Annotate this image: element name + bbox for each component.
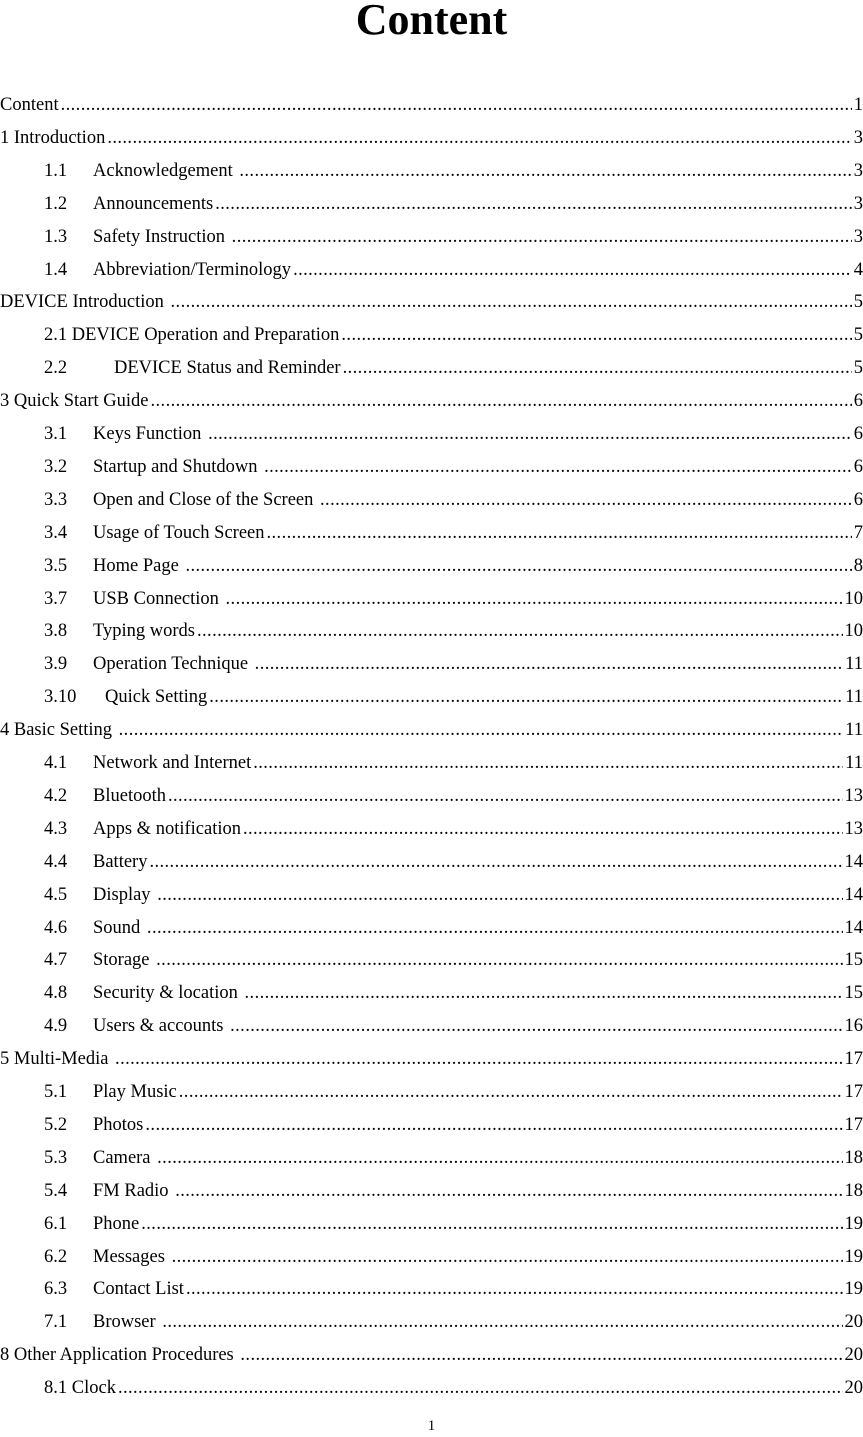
toc-entry-number: 4.7 (44, 950, 68, 971)
toc-entry-page: 3 (853, 127, 863, 148)
toc-entry-number: 1.1 (44, 160, 68, 181)
toc-entry[interactable] (44, 255, 863, 285)
toc-entry[interactable] (44, 1077, 863, 1107)
toc-dot-leader (185, 551, 851, 581)
toc-entry-page: 20 (844, 1378, 863, 1399)
toc-entry-number: 5.4 (44, 1180, 68, 1201)
page-number: 1 (427, 1418, 436, 1434)
toc-entry-number: 3.2 (44, 456, 68, 477)
toc-dot-leader (255, 649, 844, 679)
toc-entry-page: 3 (853, 160, 863, 181)
toc-entry-page: 13 (844, 818, 863, 839)
toc-dot-leader (172, 1242, 843, 1272)
toc-entry-number: 3.7 (44, 588, 68, 609)
toc-dot-leader (230, 1011, 842, 1041)
toc-entry-number: 4.8 (44, 983, 68, 1004)
toc-entry-page: 20 (844, 1312, 863, 1333)
toc-entry[interactable] (44, 1307, 863, 1337)
toc-dot-leader (243, 814, 843, 844)
toc-entry-number: 4.9 (44, 1016, 68, 1037)
toc-entry[interactable] (44, 452, 863, 482)
toc-dot-leader (157, 880, 842, 910)
toc-entry-page: 8 (853, 555, 863, 576)
toc-dot-leader (149, 847, 842, 877)
toc-entry-number: 3.5 (44, 555, 68, 576)
toc-entry-title: Photos (93, 1114, 144, 1135)
toc-dot-leader (115, 1044, 842, 1074)
toc-entry-title: Messages (93, 1246, 170, 1267)
toc-entry-number: 4.3 (44, 818, 68, 839)
toc-dot-leader (215, 189, 852, 219)
toc-entry[interactable] (44, 189, 863, 219)
toc-entry-title: Content (0, 95, 59, 115)
toc-dot-leader (186, 1274, 843, 1304)
toc-entry-number: 1.2 (44, 193, 68, 214)
toc-entry-title: DEVICE Introduction (0, 292, 169, 313)
toc-entry[interactable] (44, 1373, 863, 1403)
toc-entry-number: 4.1 (44, 753, 68, 773)
toc-entry-page: 15 (844, 983, 863, 1004)
toc-entry[interactable] (44, 814, 863, 844)
toc-dot-leader (343, 353, 852, 383)
toc-entry[interactable] (44, 584, 863, 614)
toc-entry-page: 17 (844, 1049, 863, 1070)
toc-entry-number: 3.3 (44, 489, 68, 510)
toc-entry-title: Abbreviation/Terminology (93, 259, 292, 280)
toc-dot-leader (107, 123, 851, 153)
toc-dot-leader (61, 90, 852, 120)
toc-entry[interactable] (44, 518, 863, 548)
toc-entry-page: 6 (853, 489, 863, 510)
toc-entry-title: Users & accounts (93, 1016, 229, 1037)
toc-entry-number: 3.4 (44, 522, 68, 543)
toc-dot-leader (171, 287, 852, 317)
toc-entry[interactable] (0, 715, 863, 745)
toc-entry[interactable] (44, 353, 863, 383)
toc-dot-leader (208, 419, 852, 449)
toc-entry-title: Home Page (93, 555, 184, 576)
toc-entry-title: Network and Internet (93, 753, 252, 773)
toc-entry-number: 4.6 (44, 917, 68, 938)
toc-entry-title: 8.1 Clock (44, 1378, 116, 1399)
toc-entry-title: DEVICE Status and Reminder (114, 358, 341, 379)
toc-entry-number: 3.9 (44, 654, 68, 675)
toc-entry[interactable] (44, 781, 863, 811)
toc-entry-number: 7.1 (44, 1312, 68, 1333)
toc-dot-leader (239, 156, 851, 186)
toc-entry[interactable] (44, 682, 863, 712)
toc-entry-number: 3.8 (44, 621, 68, 642)
toc-entry-title: FM Radio (93, 1180, 174, 1201)
toc-entry-title: Open and Close of the Screen (93, 489, 319, 510)
toc-dot-leader (145, 1110, 842, 1140)
toc-entry-title: Startup and Shutdown (93, 456, 263, 477)
toc-entry[interactable] (44, 1209, 863, 1239)
toc-entry-number: 2.2 (44, 358, 68, 379)
toc-dot-leader (232, 222, 852, 252)
toc-entry-title: 4 Basic Setting (0, 720, 117, 741)
toc-entry[interactable] (44, 945, 863, 975)
toc-dot-leader (118, 1373, 843, 1403)
toc-entry-page: 6 (853, 391, 863, 412)
toc-entry-title: Browser (93, 1312, 161, 1333)
toc-entry[interactable] (44, 1110, 863, 1140)
toc-dot-leader (162, 1307, 842, 1337)
toc-dot-leader (157, 1143, 842, 1173)
toc-entry-page: 10 (844, 588, 863, 609)
toc-entry-page: 18 (844, 1147, 863, 1168)
toc-entry[interactable] (44, 1274, 863, 1304)
toc-entry-title: Battery (93, 851, 148, 872)
toc-dot-leader (197, 616, 843, 646)
toc-entry-number: 5.1 (44, 1082, 68, 1102)
toc-entry-page: 14 (844, 917, 863, 938)
toc-entry-page: 18 (844, 1180, 863, 1201)
toc-entry[interactable] (44, 978, 863, 1008)
toc-entry-title: Usage of Touch Screen (93, 522, 265, 543)
toc-entry[interactable] (44, 1242, 863, 1272)
toc-entry-number: 4.2 (44, 785, 68, 806)
toc-entry[interactable] (0, 1340, 863, 1370)
toc-entry[interactable] (44, 222, 863, 252)
toc-entry-number: 3.1 (44, 424, 68, 444)
toc-entry-page: 14 (844, 851, 863, 872)
toc-dot-leader (147, 913, 843, 943)
toc-entry[interactable] (44, 748, 863, 778)
toc-entry-number: 5.3 (44, 1147, 68, 1168)
toc-entry[interactable] (44, 880, 863, 910)
toc-entry-title: 2.1 DEVICE Operation and Preparation (44, 325, 340, 346)
toc-entry-title: 3 Quick Start Guide (0, 391, 149, 412)
toc-entry-title: Keys Function (93, 424, 207, 444)
toc-entry-title: Storage (93, 950, 155, 971)
toc-dot-leader (245, 978, 843, 1008)
toc-entry-page: 11 (845, 720, 863, 741)
toc-entry[interactable] (44, 485, 863, 515)
toc-entry-number: 6.1 (44, 1213, 68, 1234)
toc-entry-title: USB Connection (93, 588, 224, 609)
toc-entry-page: 3 (853, 226, 863, 247)
toc-entry-page: 15 (844, 950, 863, 971)
toc-dot-leader (151, 386, 852, 416)
toc-entry-number: 3.10 (44, 687, 77, 708)
toc-entry-title: 1 Introduction (0, 127, 106, 148)
toc-dot-leader (156, 945, 842, 975)
toc-entry[interactable] (44, 913, 863, 943)
toc-entry-number: 5.2 (44, 1114, 68, 1135)
toc-entry-title: 5 Multi-Media (0, 1049, 114, 1070)
toc-entry[interactable] (44, 156, 863, 186)
toc-dot-leader (264, 452, 852, 482)
toc-entry-page: 11 (845, 654, 863, 675)
toc-entry-title: Bluetooth (93, 785, 166, 806)
toc-entry-page: 6 (853, 424, 863, 444)
toc-entry-page: 6 (853, 456, 863, 477)
toc-entry[interactable] (44, 1176, 863, 1206)
toc-entry-page: 13 (844, 785, 863, 806)
toc-entry[interactable] (0, 123, 863, 153)
toc-dot-leader (293, 255, 852, 285)
toc-dot-leader (226, 584, 843, 614)
toc-entry-page: 5 (853, 325, 863, 346)
toc-entry-title: Phone (93, 1213, 140, 1234)
toc-entry[interactable] (0, 90, 863, 120)
toc-dot-leader (320, 485, 852, 515)
toc-entry-page: 5 (853, 358, 863, 379)
page-title: Content (355, 0, 508, 44)
toc-dot-leader (179, 1077, 843, 1107)
toc-entry-title: Contact List (93, 1279, 184, 1300)
toc-dot-leader (253, 748, 843, 778)
toc-entry-page: 19 (844, 1213, 863, 1234)
toc-dot-leader (267, 518, 852, 548)
toc-entry-title: Quick Setting (105, 687, 208, 708)
toc-entry[interactable] (44, 320, 863, 350)
toc-entry-page: 3 (853, 193, 863, 214)
toc-entry-page: 4 (853, 259, 863, 280)
toc-entry-title: Safety Instruction (93, 226, 230, 247)
toc-entry-number: 1.3 (44, 226, 68, 247)
toc-entry-number: 1.4 (44, 259, 68, 280)
toc-entry-page: 20 (844, 1345, 863, 1366)
toc-entry-page: 19 (844, 1246, 863, 1267)
toc-entry-page: 11 (845, 753, 863, 773)
toc-entry[interactable] (44, 551, 863, 581)
toc-entry-page: 17 (844, 1114, 863, 1135)
toc-entry-title: Apps & notification (93, 818, 241, 839)
toc-entry-title: Operation Technique (93, 654, 253, 675)
toc-entry-page: 11 (845, 687, 863, 708)
toc-entry-title: Play Music (93, 1082, 177, 1102)
toc-dot-leader (168, 781, 843, 811)
toc-entry[interactable] (44, 847, 863, 877)
toc-entry-number: 6.2 (44, 1246, 68, 1267)
toc-entry-page: 10 (844, 621, 863, 642)
toc-entry-title: Sound (93, 917, 145, 938)
toc-entry-title: Typing words (93, 621, 195, 642)
toc-entry-number: 4.5 (44, 884, 68, 905)
toc-dot-leader (209, 682, 843, 712)
toc-entry[interactable] (44, 616, 863, 646)
toc-entry[interactable] (44, 419, 863, 449)
toc-entry-page: 16 (844, 1016, 863, 1037)
toc-entry-title: Announcements (93, 193, 214, 214)
toc-entry[interactable] (44, 1011, 863, 1041)
toc-entry-page: 14 (844, 884, 863, 905)
toc-entry-title: Display (93, 884, 156, 905)
toc-entry-title: Acknowledgement (93, 160, 238, 181)
toc-entry-page: 17 (844, 1082, 863, 1102)
toc-dot-leader (141, 1209, 842, 1239)
toc-entry-title: Security & location (93, 983, 243, 1004)
toc-entry-number: 4.4 (44, 851, 68, 872)
toc-dot-leader (175, 1176, 842, 1206)
toc-entry-page: 7 (853, 522, 863, 543)
toc-entry-title: 8 Other Application Procedures (0, 1345, 239, 1366)
toc-entry[interactable] (0, 287, 863, 317)
toc-entry[interactable] (44, 649, 863, 679)
toc-entry-page: 19 (844, 1279, 863, 1300)
toc-entry-page: 5 (853, 292, 863, 313)
toc-dot-leader (341, 320, 851, 350)
toc-entry[interactable] (0, 386, 863, 416)
toc-dot-leader (240, 1340, 842, 1370)
toc-entry[interactable] (0, 1044, 863, 1074)
toc-entry-title: Camera (93, 1147, 156, 1168)
toc-entry-page: 1 (853, 95, 863, 115)
toc-entry[interactable] (44, 1143, 863, 1173)
toc-dot-leader (119, 715, 844, 745)
toc-entry-number: 6.3 (44, 1279, 68, 1300)
